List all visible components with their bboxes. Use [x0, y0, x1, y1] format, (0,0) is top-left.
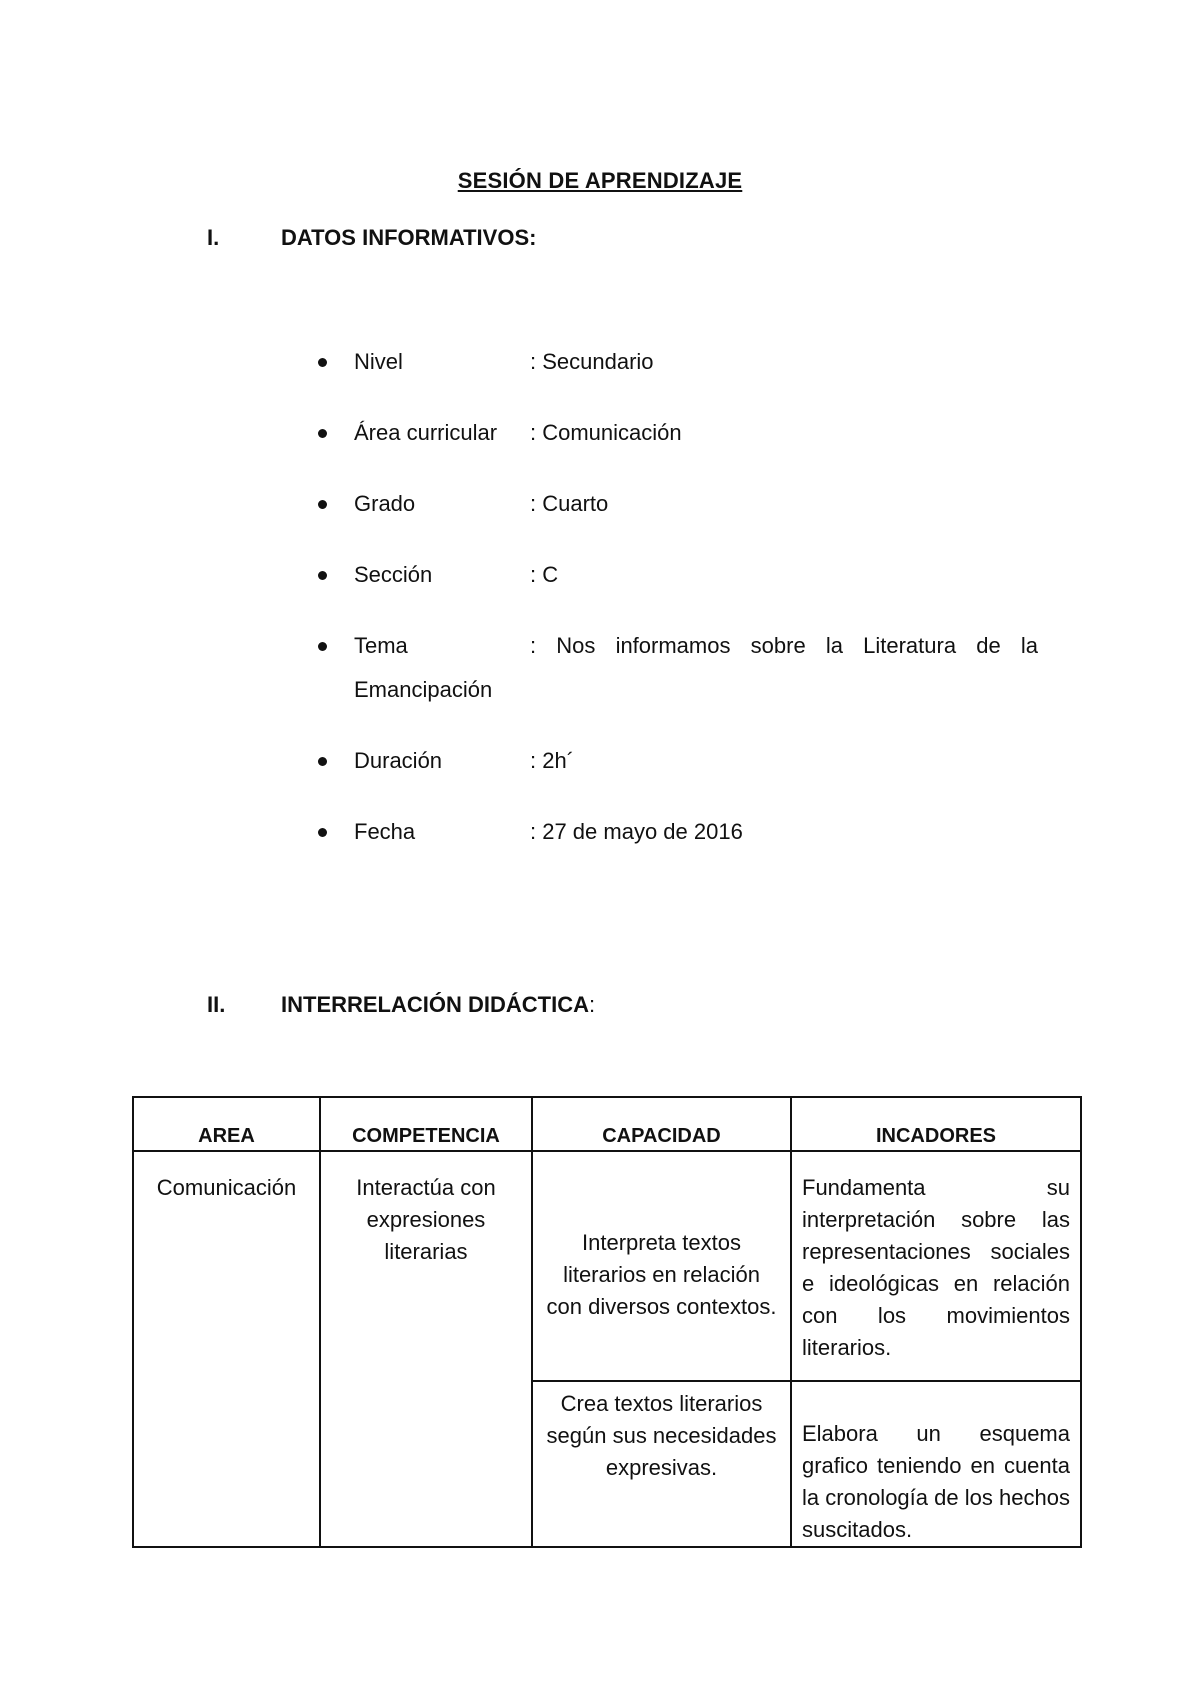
info-label: Área curricular — [354, 420, 498, 445]
section-heading-interrelacion-didactica — [207, 992, 595, 1018]
list-item-nivel — [318, 340, 1038, 384]
section-numeral: II. — [207, 992, 226, 1017]
section-heading-datos-informativos — [207, 225, 536, 251]
list-item-fecha — [318, 810, 1038, 854]
info-label: Fecha — [354, 819, 416, 844]
info-value: : Secundario — [530, 349, 654, 374]
column-header-indicadores: INCADORES — [791, 1097, 1081, 1151]
datos-informativos-list — [318, 340, 1038, 881]
info-label: Grado — [354, 491, 416, 516]
indicador-cell: Elabora un esquema grafico teniendo en cuenta la cronología de los hechos suscitados. — [791, 1381, 1081, 1547]
info-value: : C — [530, 562, 559, 587]
column-header-competencia: COMPETENCIA — [320, 1097, 532, 1151]
list-item-tema — [318, 624, 1038, 712]
bullet-icon — [318, 642, 327, 651]
section-heading-suffix: : — [589, 992, 596, 1017]
info-value: : 27 de mayo de 2016 — [530, 819, 743, 844]
table-row — [133, 1151, 1081, 1381]
info-value: : Nos informamos sobre la Literatura de la Emancipación — [354, 633, 1038, 702]
area-cell: Comunicación — [133, 1151, 320, 1547]
indicador-cell: Fundamenta su interpretación sobre las representaciones sociales e ideológicas en relación con los movimientos literarios. — [791, 1151, 1081, 1381]
capacidad-cell: Crea textos literarios según sus necesidades expresivas. — [532, 1381, 791, 1547]
capacidad-cell: Interpreta textos literarios en relación con diversos contextos. — [532, 1151, 791, 1381]
info-value: : Comunicación — [530, 420, 682, 445]
info-value: : 2h´ — [530, 748, 575, 773]
table-header-row — [133, 1097, 1081, 1151]
column-header-area: AREA — [133, 1097, 320, 1151]
bullet-icon — [318, 757, 327, 766]
section-heading-text: DATOS INFORMATIVOS: — [281, 225, 537, 250]
list-item-seccion — [318, 553, 1038, 597]
list-item-area-curricular — [318, 411, 1038, 455]
bullet-icon — [318, 500, 327, 509]
info-value: : Cuarto — [530, 491, 609, 516]
info-label: Duración — [354, 748, 443, 773]
section-heading-text: INTERRELACIÓN DIDÁCTICA — [281, 992, 589, 1017]
info-label: Tema — [354, 633, 408, 658]
column-header-capacidad: CAPACIDAD — [532, 1097, 791, 1151]
bullet-icon — [318, 358, 327, 367]
list-item-grado — [318, 482, 1038, 526]
bullet-icon — [318, 429, 327, 438]
competencia-cell: Interactúa con expresiones literarias — [320, 1151, 532, 1547]
document-title: SESIÓN DE APRENDIZAJE — [457, 168, 743, 193]
info-label: Nivel — [354, 349, 403, 374]
info-label: Sección — [354, 562, 433, 587]
interrelacion-table — [132, 1096, 1082, 1548]
list-item-duracion — [318, 739, 1038, 783]
section-numeral: I. — [207, 225, 220, 250]
bullet-icon — [318, 828, 327, 837]
bullet-icon — [318, 571, 327, 580]
